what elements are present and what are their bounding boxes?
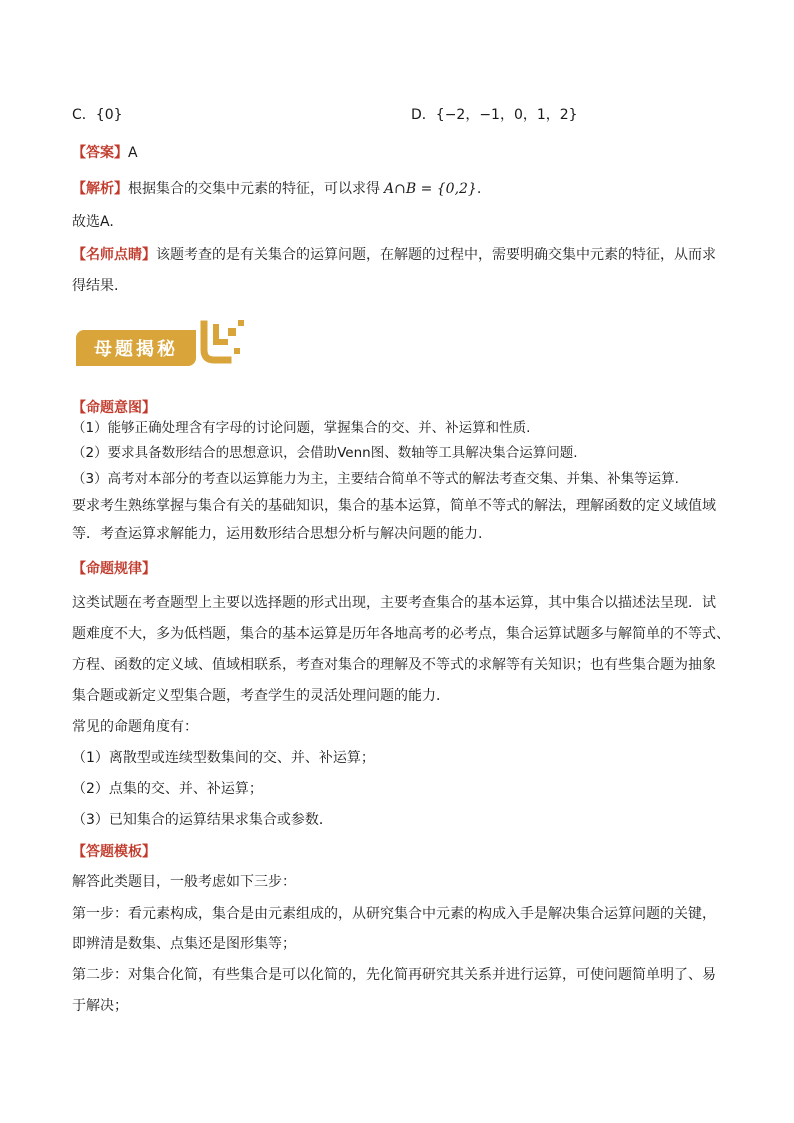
angle-item-3: （3）已知集合的运算结果求集合或参数． bbox=[72, 812, 333, 828]
rule-line-4: 集合题或新定义型集合题，考查学生的灵活处理问题的能力． bbox=[72, 688, 450, 704]
teacher-note-line1 bbox=[72, 245, 716, 265]
step2-line1: 第二步：对集合化简，有些集合是可以化简的，先化简再研究其关系并进行运算，可使问题简单明了、易 bbox=[72, 967, 716, 983]
option-c-value: {0} bbox=[95, 107, 123, 123]
intent-paragraph-line2: 等．考查运算求解能力，运用数形结合思想分析与解决问题的能力. bbox=[72, 526, 483, 542]
rule-tag: 【命题规律】 bbox=[72, 561, 156, 577]
template-tag: 【答题模板】 bbox=[72, 844, 156, 860]
banner-decoration-icon bbox=[194, 318, 254, 370]
option-d-label: D． bbox=[411, 107, 436, 123]
intent-tag: 【命题意图】 bbox=[72, 400, 156, 416]
step1-line2: 即辨清是数集、点集还是图形集等； bbox=[72, 936, 296, 952]
teacher-note-text: 该题考查的是有关集合的运算问题，在解题的过程中，需要明确交集中元素的特征，从而求 bbox=[156, 247, 716, 263]
intent-item-1: （1）能够正确处理含有字母的讨论问题，掌握集合的交、并、补运算和性质. bbox=[72, 420, 531, 436]
angle-item-2: （2）点集的交、并、补运算； bbox=[72, 781, 263, 797]
intent-item-2: （2）要求具备数形结合的思想意识，会借助Venn图、数轴等工具解决集合运算问题. bbox=[72, 445, 578, 461]
teacher-note-line2: 得结果. bbox=[72, 278, 119, 294]
option-d-value: {−2，−1，0，1，2} bbox=[435, 107, 578, 123]
answer-text: A bbox=[128, 145, 138, 161]
analysis-line bbox=[72, 179, 481, 199]
teacher-note-tag: 【名师点睛】 bbox=[72, 247, 156, 263]
answer-line bbox=[72, 143, 138, 163]
analysis-end: . bbox=[476, 181, 482, 197]
rule-line-2: 题难度不大，多为低档题，集合的基本运算是历年各地高考的必考点，集合运算试题多与解简单的不等式、 bbox=[72, 626, 730, 642]
analysis-formula: A∩B = {0,2} bbox=[384, 181, 477, 197]
template-intro: 解答此类题目，一般考虑如下三步： bbox=[72, 874, 296, 890]
rule-line-3: 方程、函数的定义域、值域相联系，考查对集合的理解及不等式的求解等有关知识；也有些集合题为抽象 bbox=[72, 657, 716, 673]
section-banner bbox=[76, 318, 256, 370]
option-d bbox=[411, 105, 578, 125]
step2-line2: 于解决； bbox=[72, 998, 128, 1014]
banner-text: 母题揭秘 bbox=[94, 339, 178, 360]
conclusion: 故选A. bbox=[72, 214, 114, 230]
angles-title: 常见的命题角度有： bbox=[72, 719, 198, 735]
step1-line1: 第一步：看元素构成，集合是由元素组成的，从研究集合中元素的构成入手是解决集合运算问题的关键， bbox=[72, 906, 716, 922]
option-c-label: C． bbox=[72, 107, 96, 123]
analysis-text: 根据集合的交集中元素的特征，可以求得 bbox=[128, 181, 380, 197]
analysis-tag: 【解析】 bbox=[72, 181, 128, 197]
option-c bbox=[72, 105, 123, 125]
rule-line-1: 这类试题在考查题型上主要以选择题的形式出现，主要考查集合的基本运算，其中集合以描述法呈现．试 bbox=[72, 595, 716, 611]
angle-item-1: （1）离散型或连续型数集间的交、并、补运算； bbox=[72, 750, 375, 766]
answer-tag: 【答案】 bbox=[72, 145, 128, 161]
banner-box bbox=[76, 330, 196, 366]
intent-item-3: （3）高考对本部分的考查以运算能力为主，主要结合简单不等式的解法考查交集、并集、补集等运算. bbox=[72, 471, 679, 487]
intent-paragraph-line1: 要求考生熟练掌握与集合有关的基础知识，集合的基本运算，简单不等式的解法，理解函数的定义域值域 bbox=[72, 498, 716, 514]
